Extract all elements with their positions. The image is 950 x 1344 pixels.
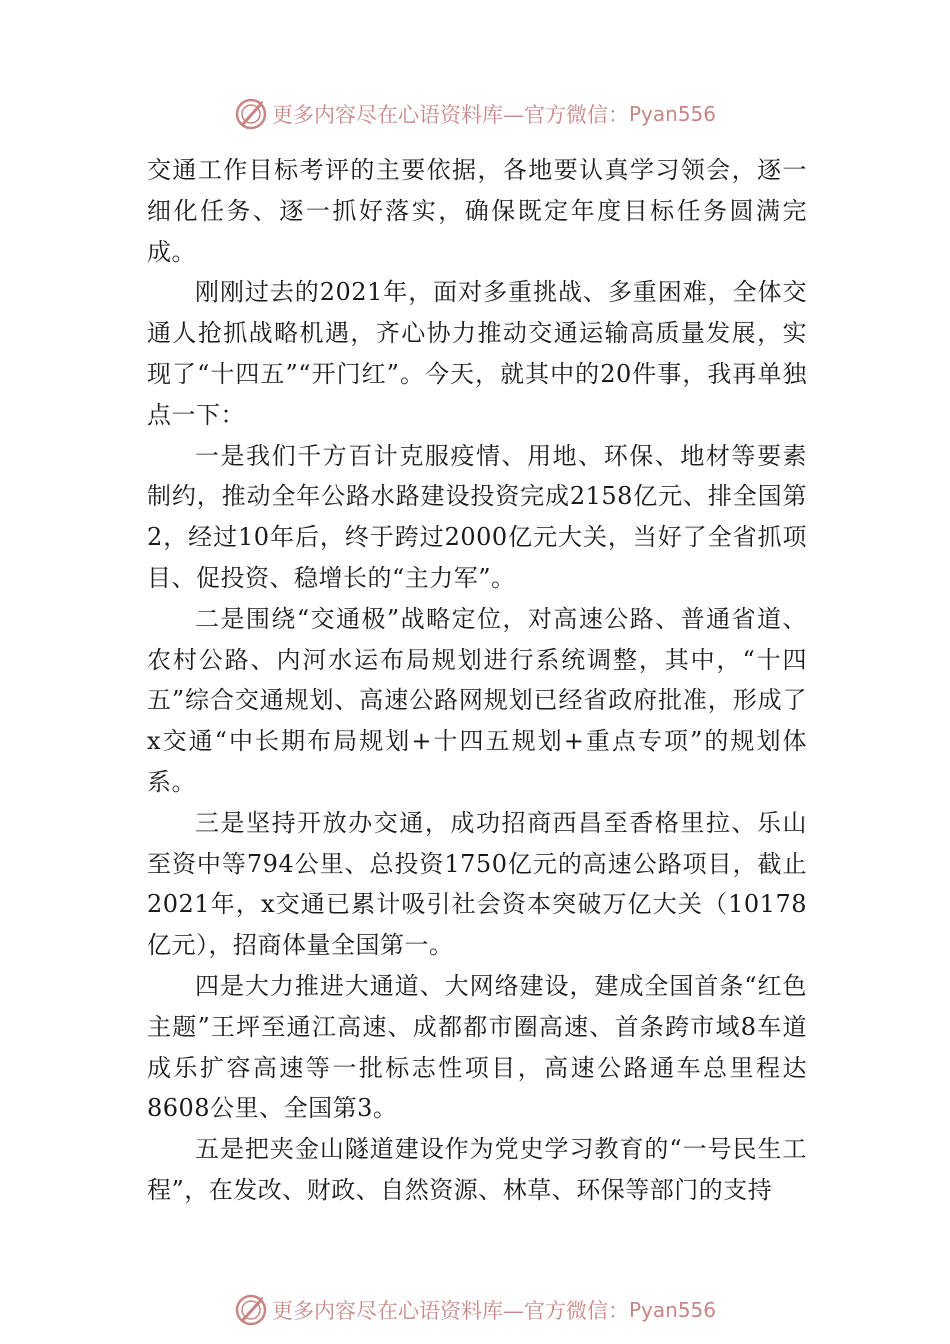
paragraph-item-5: 五是把夹金山隧道建设作为党史学习教育的“一号民生工程”，在发改、财政、自然资源、林草、环保等部门的支持	[147, 1135, 807, 1204]
watermark-handle: Pyan556	[628, 102, 716, 126]
watermark-text: 更多内容尽在心语资料库—官方微信：	[271, 1299, 629, 1323]
paragraph-continuation: 交通工作目标考评的主要依据，各地要认真学习领会，逐一细化任务、逐一抓好落实，确保既定年度目标任务圆满完成。	[147, 156, 807, 266]
paragraph-item-2: 二是围绕“交通极”战略定位，对高速公路、普通省道、农村公路、内河水运布局规划进行系统调整，其中，“十四五”综合交通规划、高速公路网规划已经省政府批准，形成了x交通“中长期布局规划+十四五规划+重点专项”的规划体系。	[147, 604, 807, 796]
watermark-logo-icon	[234, 97, 268, 131]
paragraph-intro: 刚刚过去的2021年，面对多重挑战、多重困难，全体交通人抢抓战略机遇，齐心协力推动交通运输高质量发展，实现了“十四五”“开门红”。今天，就其中的20件事，我再单独点一下：	[147, 278, 807, 429]
paragraph-item-3: 三是坚持开放办交通，成功招商西昌至香格里拉、乐山至资中等794公里、总投资1750亿元的高速公路项目，截止2021年，x交通已累计吸引社会资本突破万亿大关（10178亿元），招商体量全国第一。	[147, 808, 807, 960]
document-body	[147, 150, 807, 1211]
watermark-footer	[0, 1290, 950, 1330]
paragraph-item-4: 四是大力推进大通道、大网络建设，建成全国首条“红色主题”王坪至通江高速、成都都市圈高速、首条跨市域8车道成乐扩容高速等一批标志性项目，高速公路通车总里程达8608公里、全国第3。	[147, 971, 807, 1123]
watermark-handle: Pyan556	[628, 1298, 716, 1322]
watermark-header	[0, 94, 950, 134]
watermark-text: 更多内容尽在心语资料库—官方微信：	[271, 103, 629, 127]
watermark-logo-icon	[234, 1293, 268, 1327]
paragraph-item-1: 一是我们千方百计克服疫情、用地、环保、地材等要素制约，推动全年公路水路建设投资完成2158亿元、排全国第2，经过10年后，终于跨过2000亿元大关，当好了全省抓项目、促投资、稳增长的“主力军”。	[147, 441, 807, 592]
